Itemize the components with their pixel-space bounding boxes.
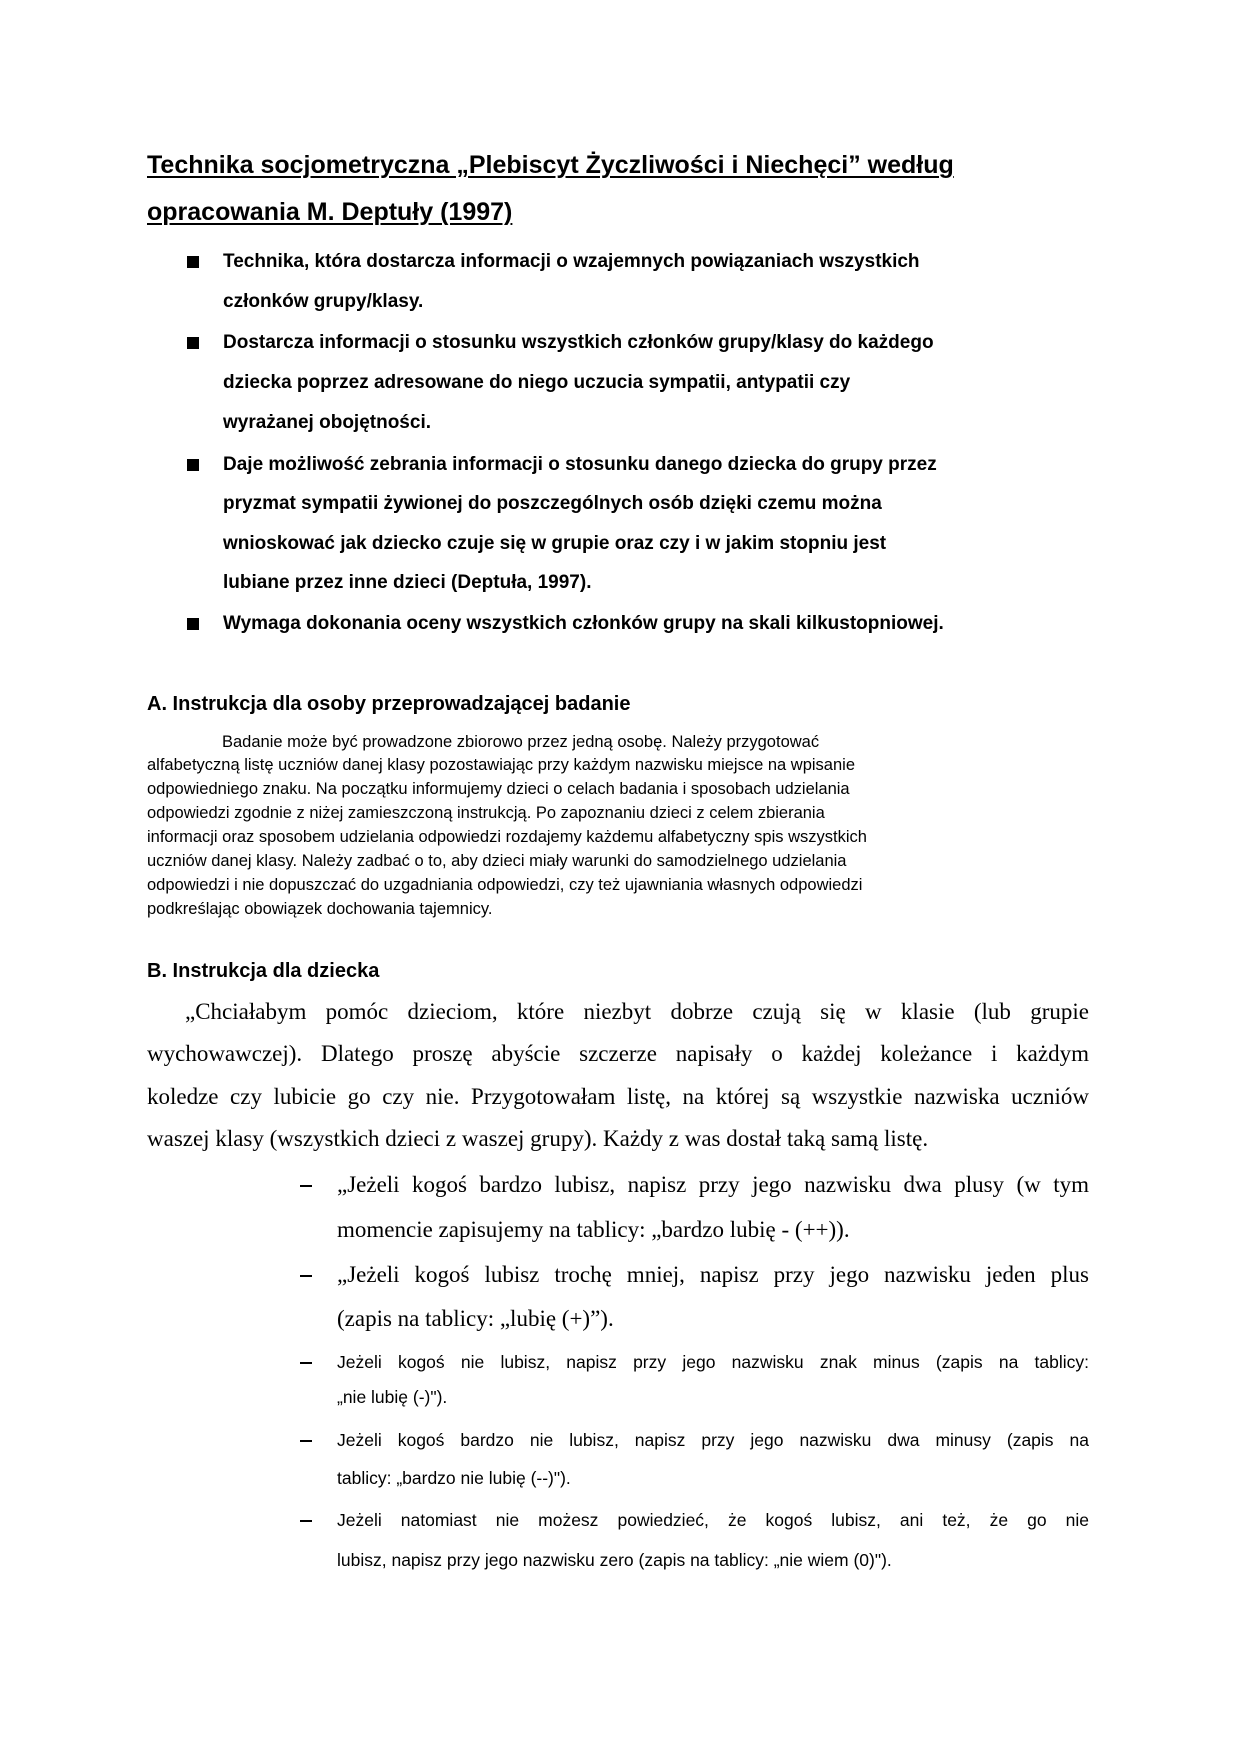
instruction-item-line: (zapis na tablicy: „lubię (+)”).: [337, 1306, 614, 1331]
instruction-item-line: tablicy: „bardzo nie lubię (--)").: [337, 1468, 571, 1488]
bullet-1-line: członków grupy/klasy.: [223, 291, 424, 312]
bullet-3-line: pryzmat sympatii żywionej do poszczególnych osób dzięki czemu można: [223, 493, 882, 514]
bullet-3-line: wnioskować jak dziecko czuje się w grupie oraz czy i w jakim stopniu jest: [223, 533, 887, 554]
section-b-line: „Chciałabym pomóc dzieciom, które niezbyt dobrze czują się w klasie (lub grupie: [185, 999, 1089, 1024]
section-a-line: alfabetyczną listę uczniów danej klasy pozostawiając przy każdym nazwisku miejsce na wpisanie: [147, 756, 855, 774]
dash-bullet-icon: [300, 1362, 312, 1364]
instruction-item-line: „Jeżeli kogoś lubisz trochę mniej, napisz przy jego nazwisku jeden plus: [337, 1262, 1089, 1287]
section-a-line: odpowiedniego znaku. Na początku informujemy dzieci o celach badania i sposobach udzielania: [147, 780, 850, 798]
dash-bullet-icon: [300, 1185, 312, 1187]
instruction-item-line: „Jeżeli kogoś bardzo lubisz, napisz przy jego nazwisku dwa plusy (w tym: [337, 1172, 1089, 1197]
instruction-item-line: momencie zapisujemy na tablicy: „bardzo lubię - (++)).: [337, 1217, 850, 1242]
dash-bullet-icon: [300, 1275, 312, 1277]
bullet-2-line: dziecka poprzez adresowane do niego uczucia sympatii, antypatii czy: [223, 372, 851, 393]
square-bullet-icon: [187, 618, 199, 630]
square-bullet-icon: [187, 459, 199, 471]
instruction-item-line: lubisz, napisz przy jego nazwisku zero (zapis na tablicy: „nie wiem (0)").: [337, 1550, 892, 1570]
document-title-line-1: Technika socjometryczna „Plebiscyt Życzliwości i Niechęci” według: [147, 151, 954, 179]
section-b-line: wychowawczej). Dlatego proszę abyście szczerze napisały o każdej koleżance i każdym: [147, 1041, 1089, 1066]
section-a-line: Badanie może być prowadzone zbiorowo przez jedną osobę. Należy przygotować: [222, 733, 820, 751]
dash-bullet-icon: [300, 1440, 312, 1442]
instruction-item-line: „nie lubię (-)").: [337, 1387, 448, 1407]
bullet-3-line: lubiane przez inne dzieci (Deptuła, 1997).: [223, 572, 592, 593]
section-a-line: odpowiedzi zgodnie z niżej zamieszczoną instrukcją. Po zapoznaniu dzieci z celem zbierania: [147, 804, 825, 822]
section-a-line: podkreślając obowiązek dochowania tajemnicy.: [147, 900, 493, 918]
section-b-heading: B. Instrukcja dla dziecka: [147, 960, 380, 982]
section-a-line: odpowiedzi i nie dopuszczać do uzgadniania odpowiedzi, czy też ujawniania własnych odpowiedzi: [147, 876, 863, 894]
dash-bullet-icon: [300, 1520, 312, 1522]
bullet-2-line: Dostarcza informacji o stosunku wszystkich członków grupy/klasy do każdego: [223, 332, 934, 353]
bullet-4-line: Wymaga dokonania oceny wszystkich członków grupy na skali kilkustopniowej.: [223, 613, 944, 634]
section-b-line: koledze czy lubicie go czy nie. Przygotowałam listę, na której są wszystkie nazwiska uczniów: [147, 1084, 1089, 1109]
bullet-1-line: Technika, która dostarcza informacji o wzajemnych powiązaniach wszystkich: [223, 251, 920, 272]
square-bullet-icon: [187, 256, 199, 268]
section-a-line: informacji oraz sposobem udzielania odpowiedzi rozdajemy każdemu alfabetyczny spis wszystkich: [147, 828, 867, 846]
instruction-item-line: Jeżeli kogoś nie lubisz, napisz przy jego nazwisku znak minus (zapis na tablicy:: [337, 1352, 1089, 1372]
section-a-heading: A. Instrukcja dla osoby przeprowadzającej badanie: [147, 693, 631, 715]
instruction-item-line: Jeżeli natomiast nie możesz powiedzieć, że kogoś lubisz, ani też, że go nie: [337, 1510, 1089, 1530]
document-title-line-2: opracowania M. Deptuły (1997): [147, 198, 513, 226]
square-bullet-icon: [187, 337, 199, 349]
section-a-line: uczniów danej klasy. Należy zadbać o to, aby dzieci miały warunki do samodzielnego udzielania: [147, 852, 847, 870]
bullet-3-line: Daje możliwość zebrania informacji o stosunku danego dziecka do grupy przez: [223, 454, 937, 475]
instruction-item-line: Jeżeli kogoś bardzo nie lubisz, napisz przy jego nazwisku dwa minusy (zapis na: [337, 1430, 1089, 1450]
bullet-2-line: wyrażanej obojętności.: [223, 412, 431, 433]
section-b-line: waszej klasy (wszystkich dzieci z waszej grupy). Każdy z was dostał taką samą listę.: [147, 1126, 929, 1151]
